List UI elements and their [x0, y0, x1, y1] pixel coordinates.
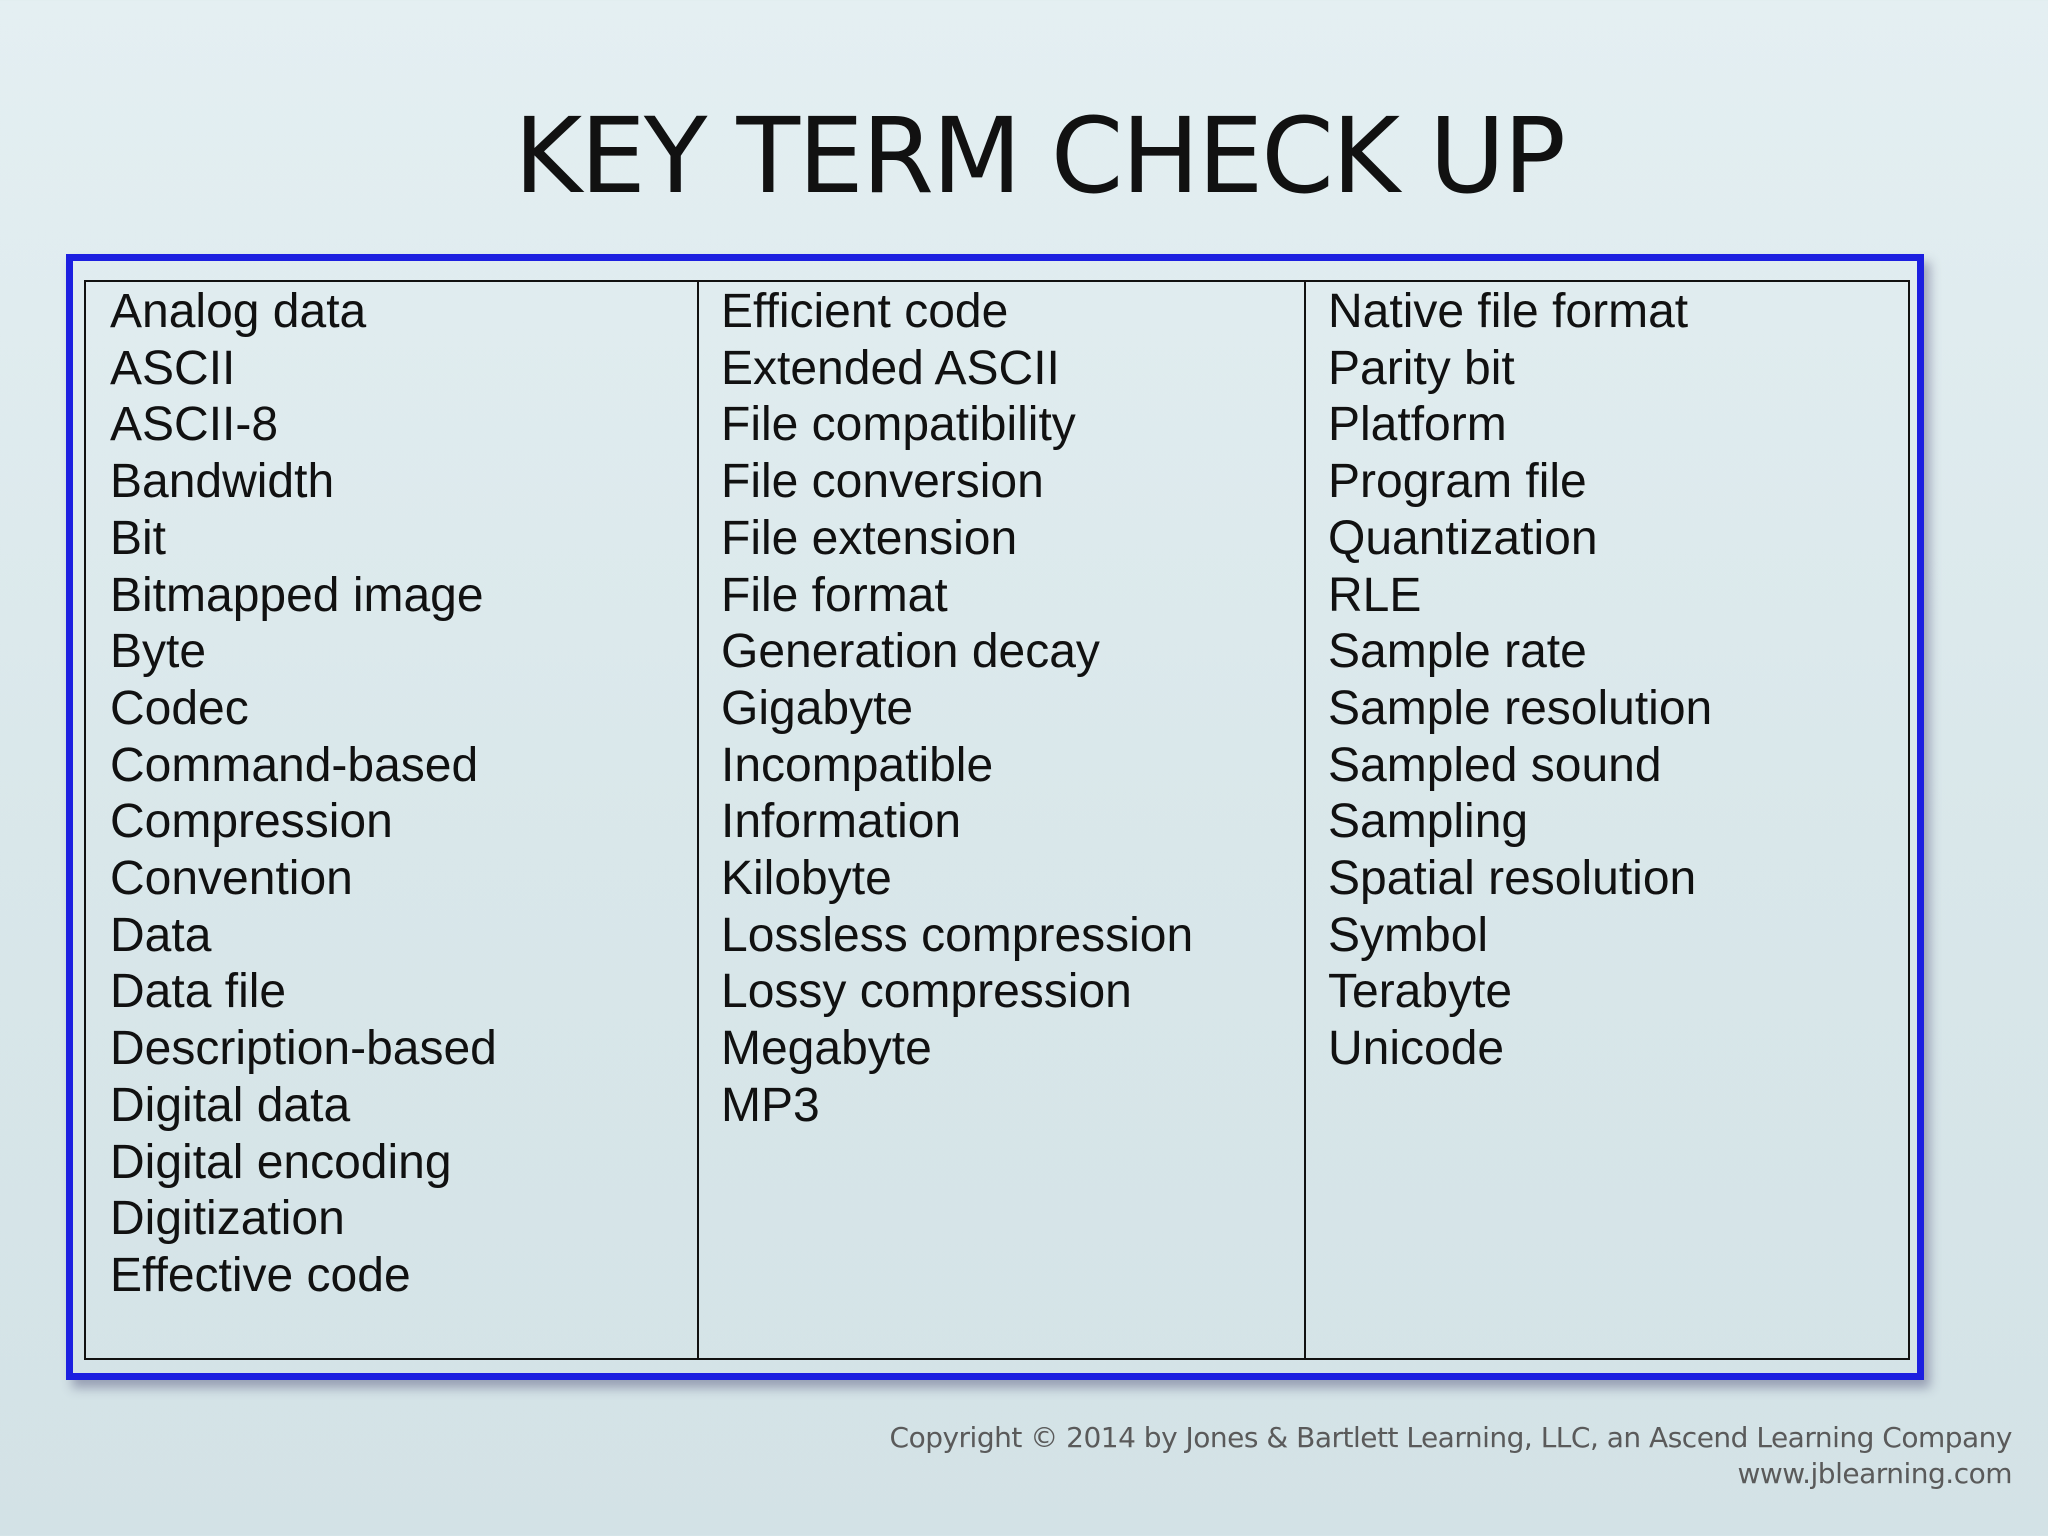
term-item: Spatial resolution: [1328, 852, 1697, 906]
term-item: Lossy compression: [721, 965, 1132, 1019]
terms-column-1: [86, 282, 697, 1358]
term-item: Bandwidth: [110, 455, 335, 509]
term-item: File compatibility: [721, 398, 1076, 452]
key-terms-table: [84, 280, 1910, 1360]
term-item: Digital data: [110, 1078, 351, 1132]
term-item: Megabyte: [721, 1022, 932, 1076]
term-item: Command-based: [110, 738, 479, 792]
term-item: Incompatible: [721, 738, 994, 792]
term-item: Sampling: [1328, 795, 1529, 849]
term-item: Kilobyte: [721, 852, 892, 906]
term-item: Digitization: [110, 1192, 345, 1246]
term-item: Efficient code: [721, 285, 1009, 338]
terms-column-3: [1304, 282, 1908, 1358]
term-item: Convention: [110, 852, 353, 906]
term-item: Platform: [1328, 398, 1507, 452]
term-item: MP3: [721, 1078, 820, 1132]
term-item: Analog data: [110, 285, 367, 338]
term-item: RLE: [1328, 568, 1422, 622]
term-item: ASCII: [110, 341, 236, 395]
copyright-notice: [890, 1420, 2012, 1492]
term-item: Description-based: [110, 1022, 497, 1076]
term-item: Lossless compression: [721, 908, 1194, 962]
website-text: www.jblearning.com: [1737, 1457, 2012, 1490]
term-item: Digital encoding: [110, 1135, 452, 1189]
term-item: Data file: [110, 965, 287, 1019]
term-item: ASCII-8: [110, 398, 279, 452]
term-item: Codec: [110, 681, 249, 735]
term-item: File format: [721, 568, 948, 622]
term-item: Sample resolution: [1328, 681, 1713, 735]
term-item: Program file: [1328, 455, 1587, 509]
terms-column-2: [697, 282, 1304, 1358]
term-item: Bitmapped image: [110, 568, 484, 622]
term-item: Unicode: [1328, 1022, 1505, 1076]
term-item: File conversion: [721, 455, 1044, 509]
term-item: Effective code: [110, 1248, 411, 1302]
term-item: Extended ASCII: [721, 341, 1060, 395]
term-item: Sampled sound: [1328, 738, 1662, 792]
term-item: Data: [110, 908, 212, 962]
term-item: File extension: [721, 511, 1018, 565]
term-item: Bit: [110, 511, 167, 565]
term-item: Parity bit: [1328, 341, 1515, 395]
term-item: Generation decay: [721, 625, 1100, 679]
term-item: Terabyte: [1328, 965, 1513, 1019]
term-item: Gigabyte: [721, 681, 914, 735]
term-item: Native file format: [1328, 285, 1689, 338]
term-item: Byte: [110, 625, 207, 679]
term-item: Compression: [110, 795, 393, 849]
copyright-text: Copyright © 2014 by Jones & Bartlett Learning, LLC, an Ascend Learning Company: [889, 1421, 2012, 1454]
term-item: Symbol: [1328, 908, 1489, 962]
term-item: Information: [721, 795, 962, 849]
term-item: Quantization: [1328, 511, 1598, 565]
slide-title: KEY TERM CHECK UP: [513, 95, 1565, 217]
term-item: Sample rate: [1328, 625, 1587, 679]
